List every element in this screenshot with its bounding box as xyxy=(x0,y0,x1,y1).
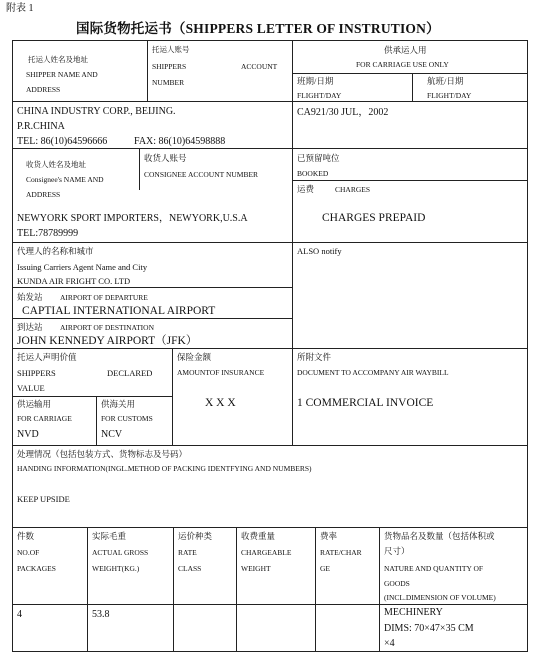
insurance-label-cn: 保险金额 xyxy=(177,352,212,362)
agent-label-en: Issuing Carriers Agent Name and City xyxy=(17,262,148,272)
rate-header-cn: 费率 xyxy=(320,531,338,541)
goods-value: MECHINERY xyxy=(384,607,443,618)
flight-value: CA921/30 JUL，2002 xyxy=(297,107,389,118)
consignee-account-label-cn: 收货人账号 xyxy=(144,153,187,163)
shipper-country: P.R.CHINA xyxy=(17,121,65,132)
documents-label-en: DOCUMENT TO ACCOMPANY AIR WAYBILL xyxy=(297,368,449,377)
charges-label-en: CHARGES xyxy=(335,185,371,194)
appendix-label: 附表 1 xyxy=(6,3,34,14)
destination-value: JOHN KENNEDY AIRPORT（JFK） xyxy=(17,335,198,347)
handling-label-cn: 处理情况（包括包装方式、货物标志及号码） xyxy=(17,449,188,459)
rule xyxy=(292,40,293,445)
goods-header-cn: 货物品名及数量（包括体积或 xyxy=(384,531,495,541)
rule xyxy=(292,101,528,102)
goods-header-cn-2: 尺寸） xyxy=(384,546,410,556)
shipper-account-label-cn: 托运人账号 xyxy=(152,45,190,54)
gross-weight-header-en-2: WEIGHT(KG.) xyxy=(92,564,140,573)
rule xyxy=(172,348,173,445)
rate-class-header-en-2: CLASS xyxy=(178,564,202,573)
departure-value: CAPTIAL INTERNATIONAL AIRPORT xyxy=(22,305,216,317)
rule xyxy=(12,318,292,319)
rule xyxy=(292,180,528,181)
consignee-account-label-en: CONSIGNEE ACCOUNT NUMBER xyxy=(144,170,259,179)
rule xyxy=(12,527,528,528)
goods-header-en-3: (INCL.DIMENSION OF VOLUME) xyxy=(384,593,496,602)
flight-label-en: FLIGHT/DAY xyxy=(297,91,342,100)
gross-weight-header-en: ACTUAL GROSS xyxy=(92,548,149,557)
insurance-label-en: AMOUNTOF INSURANCE xyxy=(177,368,265,377)
handling-value: KEEP UPSIDE xyxy=(17,494,70,504)
shipper-tel: TEL: 86(10)64596666 xyxy=(17,136,108,147)
chargeable-weight-header-en-2: WEIGHT xyxy=(241,564,271,573)
shipper-account-label-en: SHIPPERS xyxy=(152,62,187,71)
flight-label-cn-2: 航班/日期 xyxy=(427,76,464,86)
departure-label-en: AIRPORT OF DEPARTURE xyxy=(60,293,148,302)
charges-value: CHARGES PREPAID xyxy=(322,212,426,224)
rule xyxy=(12,101,292,102)
flight-label-cn: 班期/日期 xyxy=(297,76,334,86)
agent-value: KUNDA AIR FRIGHT CO. LTD xyxy=(17,276,131,286)
carriage-value-label-cn: 供运输用 xyxy=(17,399,52,409)
shipper-label-cn: 托运人姓名及地址 xyxy=(28,55,88,64)
rate-header-en: RATE/CHAR xyxy=(320,548,362,557)
also-notify-label: ALSO notify xyxy=(297,246,342,256)
customs-value-label-en: FOR CUSTOMS xyxy=(101,414,153,423)
carriage-value: NVD xyxy=(17,429,39,440)
destination-label-cn: 到达站 xyxy=(17,322,43,332)
shipper-fax: FAX: 86(10)64598888 xyxy=(134,136,226,147)
shipper-account-label-en-2: NUMBER xyxy=(152,78,185,87)
charges-label-cn: 运费 xyxy=(297,184,315,194)
rate-class-header-cn: 运价种类 xyxy=(178,531,213,541)
shipper-label-en: SHIPPER NAME AND xyxy=(26,70,98,79)
goods-header-en-2: GOODS xyxy=(384,579,410,588)
rule xyxy=(12,396,172,397)
gross-weight-value: 53.8 xyxy=(92,609,110,620)
rule xyxy=(12,242,528,243)
goods-dims: DIMS: 70×47×35 CM xyxy=(384,623,474,634)
rule xyxy=(12,287,292,288)
departure-label-cn: 始发站 xyxy=(17,292,43,302)
handling-label-en: HANDING INFORMATION(INGL.METHOD OF PACKING IDENTFYING AND NUMBERS) xyxy=(17,464,312,473)
rule xyxy=(315,527,316,652)
pieces-header-en-2: PACKAGES xyxy=(17,564,56,573)
rule xyxy=(412,73,413,101)
pieces-header-cn: 件数 xyxy=(17,531,35,541)
consignee-label-en-2: ADDRESS xyxy=(26,190,61,199)
insurance-value: X X X xyxy=(205,397,236,409)
goods-header-en: NATURE AND QUANTITY OF xyxy=(384,564,484,573)
customs-value-label-cn: 供海关用 xyxy=(101,399,136,409)
rule xyxy=(173,527,174,652)
consignee-tel: TEL:78789999 xyxy=(17,228,79,239)
agent-label-cn: 代理人的名称和城市 xyxy=(17,246,94,256)
rule xyxy=(379,527,380,652)
rule xyxy=(87,527,88,652)
documents-value: 1 COMMERCIAL INVOICE xyxy=(297,397,434,409)
goods-quantity: ×4 xyxy=(384,638,395,649)
rate-class-header-en: RATE xyxy=(178,548,197,557)
carrier-use-label-cn: 供承运人用 xyxy=(384,45,427,55)
gross-weight-header-cn: 实际毛重 xyxy=(92,531,127,541)
shipper-name: CHINA INDUSTRY CORP., BEIJING. xyxy=(17,106,176,117)
chargeable-weight-header-en: CHARGEABLE xyxy=(241,548,292,557)
flight-label-en-2: FLIGHT/DAY xyxy=(427,91,472,100)
consignee-label-en: Consignee's NAME AND xyxy=(26,175,104,184)
documents-label-cn: 所附文件 xyxy=(297,352,332,362)
rule xyxy=(12,348,528,349)
carriage-value-label-en: FOR CARRIAGE xyxy=(17,414,72,423)
consignee-value: NEWYORK SPORT IMPORTERS，NEWYORK,U.S.A xyxy=(17,213,248,224)
rate-header-en-2: GE xyxy=(320,564,330,573)
declared-value-label-en-2: VALUE xyxy=(17,383,45,393)
rule xyxy=(12,445,528,446)
rule xyxy=(96,396,97,445)
page-title: 国际货物托运书（SHIPPERS LETTER OF INSTRUTION） xyxy=(76,21,440,36)
consignee-label-cn: 收货人姓名及地址 xyxy=(26,160,86,169)
chargeable-weight-header-cn: 收费重量 xyxy=(241,531,276,541)
declared-value-label-en-b: DECLARED xyxy=(107,368,153,378)
shipper-account-label-en-b: ACCOUNT xyxy=(241,62,278,71)
carrier-use-label-en: FOR CARRIAGE USE ONLY xyxy=(356,60,449,69)
rule xyxy=(139,148,140,190)
destination-label-en: AIRPORT OF DESTINATION xyxy=(60,323,154,332)
customs-value: NCV xyxy=(101,429,123,440)
booked-label-en: BOOKED xyxy=(297,169,329,178)
declared-value-label-cn: 托运人声明价值 xyxy=(17,352,77,362)
rule xyxy=(236,527,237,652)
rule xyxy=(12,148,528,149)
rule xyxy=(12,604,528,605)
pieces-value: 4 xyxy=(17,609,22,620)
shipper-label-en-2: ADDRESS xyxy=(26,85,61,94)
declared-value-label-en: SHIPPERS xyxy=(17,368,56,378)
rule xyxy=(147,40,148,101)
booked-label-cn: 已预留吨位 xyxy=(297,153,340,163)
pieces-header-en: NO.OF xyxy=(17,548,40,557)
rule xyxy=(292,73,528,74)
